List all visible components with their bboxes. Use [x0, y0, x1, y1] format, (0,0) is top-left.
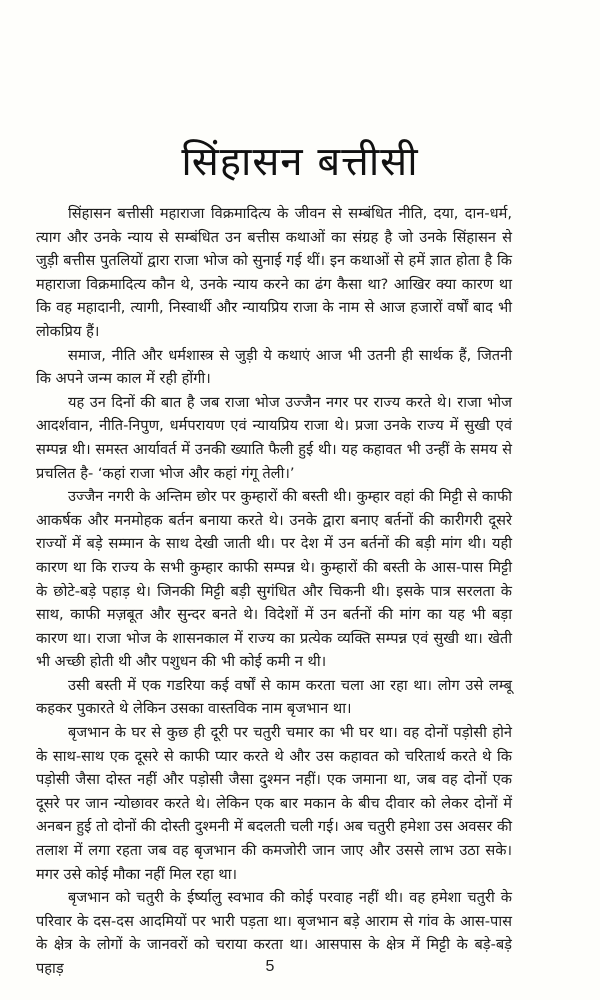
body-text [36, 202, 512, 981]
paragraph-potters: उज्जैन नगरी के अन्तिम छोर पर कुम्हारों की बस्ती थी। कुम्हार वहां की मिट्टी से काफी आकर्षक और मनमोहक बर्तन बनाया करते थे। उनके द्वारा बनाए बर्तनों की कारीगरी दूसरे राज्यों में बड़े सम्मान के साथ देखी जाती थी। पर देश में उन बर्तनों की बड़ी मांग थी। यही कारण था कि राज्य के सभी कुम्हार काफी सम्पन्न थे। कुम्हारों की बस्ती के आस-पास मिट्टी के छोटे-बड़े पहाड़ थे। जिनकी मिट्टी बड़ी सुगंधित और चिकनी थी। इसके पात्र सरलता के साथ, काफी मज़बूत और सुन्दर बनते थे। विदेशों में उन बर्तनों की मांग का यह भी बड़ा कारण था। राजा भोज के शासनकाल में राज्य का प्रत्येक व्यक्ति सम्पन्न एवं सुखी था। खेती भी अच्छी होती थी और पशुधन की भी कोई कमी न थी। [36, 488, 512, 671]
page-number: 5 [265, 958, 275, 975]
paragraph-intro: सिंहासन बत्तीसी महाराजा विक्रमादित्य के जीवन से सम्बंधित नीति, दया, दान-धर्म, त्याग और उनके न्याय से सम्बंधित उन बत्तीस कथाओं का संग्रह है जो उनके सिंहासन से जुड़ी बत्तीस पुतलियों द्वारा राजा भोज को सुनाई गई थीं। इन कथाओं से हमें ज्ञात होता है कि महाराजा विक्रमादित्य कौन थे, उनके न्याय करने का ढंग कैसा था? आखिर क्या कारण था कि वह महादानी, त्यागी, निस्वार्थी और न्यायप्रिय राजा के नाम से आज हजारों वर्षों बाद भी लोकप्रिय हैं। [36, 205, 512, 340]
paragraph-relevance: समाज, नीति और धर्मशास्त्र से जुड़ी ये कथाएं आज भी उतनी ही सार्थक हैं, जितनी कि अपने जन्म काल में रही होंगी। [36, 346, 512, 388]
paragraph-raja-bhoj: यह उन दिनों की बात है जब राजा भोज उज्जैन नगर पर राज्य करते थे। राजा भोज आदर्शवान, नीति-निपुण, धर्मपरायण एवं न्यायप्रिय राजा थे। प्रजा उनके राज्य में सुखी एवं सम्पन्न थी। समस्त आर्यावर्त में उनकी ख्याति फैली हुई थी। यह कहावत भी उन्हीं के समय से प्रचलित है- ‘कहां राजा भोज और कहां गंगू तेली।’ [36, 393, 512, 482]
paragraph-neighbors: बृजभान के घर से कुछ ही दूरी पर चतुरी चमार का भी घर था। वह दोनों पड़ोसी होने के साथ-साथ एक दूसरे से काफी प्यार करते थे और उस कहावत को चरितार्थ करते थे कि पड़ोसी जैसा दोस्त नहीं और पड़ोसी जैसा दुश्मन नहीं। एक जमाना था, जब वह दोनों एक दूसरे पर जान न्योछावर करते थे। लेकिन एक बार मकान के बीच दीवार को लेकर दोनों में अनबन हुई तो दोनों की दोस्ती दुश्मनी में बदलती चली गई। अब चतुरी हमेशा उस अवसर की तलाश में लगा रहता जब वह बृजभान की कमजोरी जान जाए और उससे लाभ उठा सके। मगर उसे कोई मौका नहीं मिल रहा था। [36, 724, 512, 883]
paragraph-brijbhan: बृजभान को चतुरी के ईर्ष्यालु स्वभाव की कोई परवाह नहीं थी। वह हमेशा चतुरी के परिवार के दस-दस आदमियों पर भारी पड़ता था। बृजभान बड़े आराम से गांव के आस-पास के क्षेत्र के लोगों के जानवरों को चराया करता था। आसपास के क्षेत्र में मिट्टी के बड़े-बड़े पहाड़ [36, 889, 512, 977]
paragraph-shepherd: उसी बस्ती में एक गडरिया कई वर्षों से काम करता चला आ रहा था। लोग उसे लम्बू कहकर पुकारते थे लेकिन उसका वास्तविक नाम बृजभान था। [36, 676, 512, 718]
page-title: सिंहासन बत्तीसी [181, 139, 419, 185]
